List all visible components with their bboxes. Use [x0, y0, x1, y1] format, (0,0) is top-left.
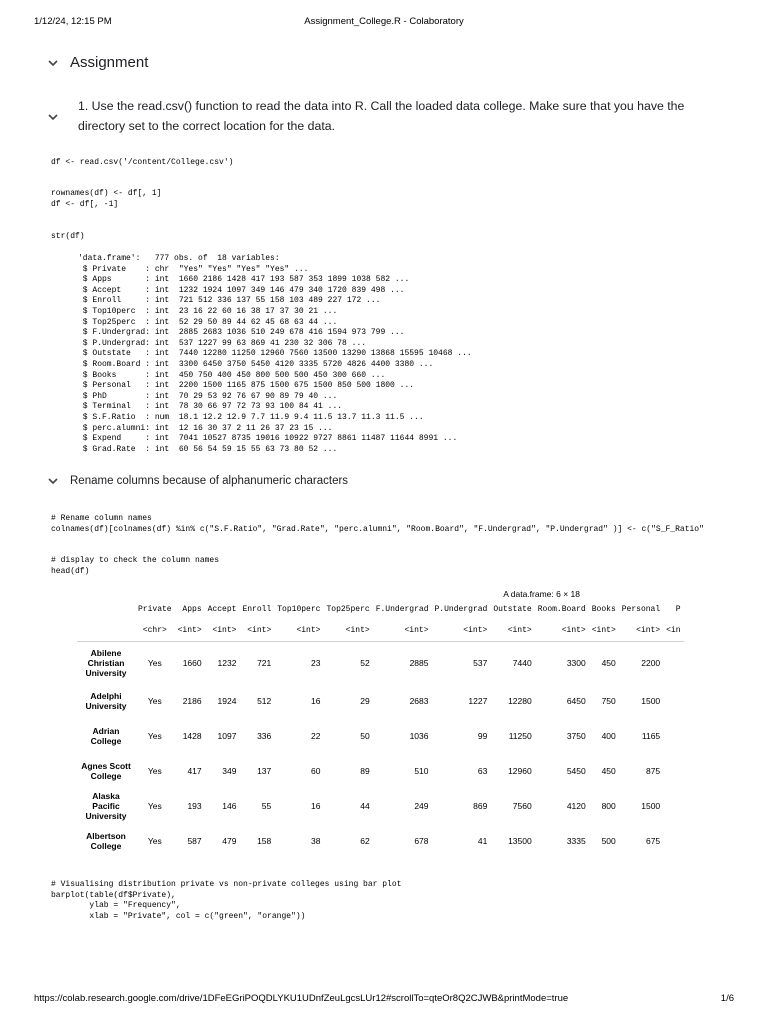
- table-cell: 336: [257, 731, 272, 741]
- table-cell: 750: [601, 696, 616, 706]
- table-cell: 3300: [566, 657, 586, 668]
- print-header: [34, 16, 734, 30]
- table-body: [77, 642, 684, 859]
- print-datetime: 1/12/24, 12:15 PM: [34, 16, 112, 27]
- row-name: Adelphi University: [85, 691, 127, 711]
- chevron-down-icon[interactable]: [46, 474, 60, 488]
- table-cell: 1227: [468, 696, 488, 706]
- section-header-rename[interactable]: [46, 474, 348, 488]
- table-cell: 400: [601, 731, 616, 741]
- column-header: F.Undergrad: [375, 605, 429, 614]
- table-cell: [663, 789, 683, 824]
- table-cell: 875: [645, 766, 661, 776]
- print-url: https://colab.research.google.com/drive/1DFeEGriPOQDLYKU1UDnfZeuLgcsLUr12#scrollTo=qteOr8Q2CJWB&printMode=true: [34, 993, 569, 1004]
- table-cell: 512: [257, 696, 272, 706]
- table-cell: 146: [222, 801, 237, 811]
- row-name: Agnes Scott College: [81, 761, 131, 781]
- data-frame-table: [77, 600, 684, 859]
- table-cell: 869: [473, 801, 488, 811]
- table-cell: 249: [414, 801, 429, 811]
- column-type: <int>: [175, 619, 205, 642]
- table-cell: 41: [477, 836, 488, 846]
- code-cell-rownames[interactable]: rownames(df) <- df[, 1] df <- df[, -1]: [51, 189, 162, 209]
- column-header: Apps: [182, 605, 202, 614]
- table-cell: 12280: [508, 696, 532, 706]
- table-cell: 1660: [182, 657, 202, 668]
- column-header: Private: [138, 605, 172, 614]
- column-header: Accept: [207, 605, 237, 614]
- print-doc-title: Assignment_College.R - Colaboratory: [304, 16, 464, 27]
- markdown-text: 1. Use the read.csv() function to read the data into R. Call the loaded data college. Make sure that you have the directory set to the correct location for the data.: [78, 99, 685, 133]
- table-cell: 450: [601, 766, 616, 776]
- table-cell: 479: [222, 836, 237, 846]
- column-type: <int>: [432, 619, 491, 642]
- table-cell: 2683: [409, 696, 429, 706]
- code-cell-read-csv[interactable]: df <- read.csv('/content/College.csv'): [51, 158, 234, 167]
- column-header: Enroll: [242, 605, 272, 614]
- table-cell: 16: [311, 801, 321, 811]
- table-cell: 16: [311, 696, 321, 706]
- column-header: Room.Board: [537, 605, 586, 614]
- column-header: Top10perc: [277, 605, 321, 614]
- table-cell: 99: [477, 731, 488, 741]
- table-cell: 3750: [566, 731, 586, 741]
- table-row: [77, 789, 684, 824]
- table-cell: 3335: [566, 836, 586, 846]
- table-cell: 63: [477, 766, 488, 776]
- table-cell: 62: [360, 836, 370, 846]
- table-cell: Yes: [147, 731, 162, 741]
- chevron-down-icon[interactable]: [46, 56, 60, 70]
- code-cell-head[interactable]: # display to check the column names head(df): [51, 556, 220, 576]
- table-row: [77, 684, 684, 719]
- table-cell: 4120: [566, 801, 586, 811]
- table-cell: 89: [360, 766, 370, 776]
- table-cell: 7560: [512, 801, 532, 811]
- column-type: <chr>: [135, 619, 175, 642]
- row-name: Alaska Pacific University: [85, 791, 127, 821]
- table-cell: 1500: [641, 696, 661, 706]
- table-cell: 2200: [641, 657, 661, 668]
- table-header-row: [77, 600, 684, 619]
- column-type: <in: [663, 619, 683, 642]
- table-cell: 349: [222, 766, 237, 776]
- table-cell: [663, 642, 683, 684]
- row-name: Albertson College: [86, 831, 126, 851]
- table-cell: [663, 754, 683, 789]
- table-cell: 800: [601, 801, 616, 811]
- page-number: 1/6: [720, 993, 734, 1004]
- table-cell: 417: [187, 766, 202, 776]
- table-cell: [663, 684, 683, 719]
- column-type: <int>: [274, 619, 323, 642]
- column-type: <int>: [323, 619, 372, 642]
- code-cell-barplot[interactable]: # Visualising distribution private vs non-private colleges using bar plot barplot(table(df$Private), ylab = "Frequency", xlab = "Private", col = c("green", "orange")): [51, 880, 402, 921]
- table-cell: 587: [187, 836, 202, 846]
- chevron-down-icon[interactable]: [46, 110, 60, 124]
- table-cell: 1036: [409, 731, 429, 741]
- table-cell: 50: [360, 731, 370, 741]
- table-row: [77, 824, 684, 859]
- section-header-assignment[interactable]: [46, 54, 148, 71]
- table-cell: 11250: [508, 731, 532, 741]
- row-name: Adrian College: [90, 726, 122, 746]
- table-cell: 5450: [566, 766, 586, 776]
- table-cell: 1428: [182, 731, 202, 741]
- code-cell-str[interactable]: str(df): [51, 232, 85, 241]
- table-type-row: [77, 619, 684, 642]
- column-header: Outstate: [493, 605, 532, 614]
- column-type: <int>: [490, 619, 534, 642]
- table-cell: 678: [414, 836, 429, 846]
- table-cell: 2885: [409, 657, 429, 668]
- column-type: <int>: [619, 619, 663, 642]
- table-cell: 675: [645, 836, 661, 846]
- table-row: [77, 754, 684, 789]
- column-header: P: [675, 605, 681, 614]
- table-cell: [663, 719, 683, 754]
- section-title: Rename columns because of alphanumeric characters: [70, 475, 349, 487]
- column-header: Top25perc: [326, 605, 370, 614]
- table-cell: 12960: [508, 766, 532, 776]
- table-cell: 137: [257, 766, 272, 776]
- table-cell: 537: [473, 657, 488, 668]
- table-cell: 721: [257, 657, 272, 668]
- markdown-cell: [46, 96, 736, 136]
- table-cell: 55: [261, 801, 272, 811]
- table-cell: 510: [414, 766, 429, 776]
- str-output: 'data.frame': 777 obs. of 18 variables: $ Private : chr "Yes" "Yes" "Yes" "Yes" ... $ Apps : int 1660 2186 1428 417 193 587 353 1899 1038 582 ... $ Accept : int 1232 1924 1097 349 146 479 340 1720 839 498 ... $ Enroll : int 721 512 336 137 55 158 103 489 227 172 ... $ Top10perc : int 23 16 22 60 16 38 17 37 30 21 ... $ Top25perc : int 52 29 50 89 44 62 45 68 63 44 ... $ F.Undergrad: int 2885 2683 1036 510 249 678 416 1594 973 799 ... $ P.Undergrad: int 537 1227 99 63 869 41 230 32 306 78 ... $ Outstate : int 7440 12280 11250 12960 7560 13500 13290 13868 15595 10468 ... $ Room.Board : int 3300 6450 3750 5450 4120 3335 5720 4826 4400 3380 ... $ Books : int 450 750 400 450 800 500 500 450 300 660 ... $ Personal : int 2200 1500 1165 875 1500 675 1500 850 500 1800 ... $ PhD : int 70 29 53 92 76 67 90 89 79 40 ... $ Terminal : int 78 30 66 97 72 73 93 100 84 41 ... $ S.F.Ratio : num 18.1 12.2 12.9 7.7 11.9 9.4 11.5 13.7 11.3 11.5 ... $ perc.alumni: int 12 16 30 37 2 11 26 37 23 15 ... $ Expend : int 7041 10527 8735 19016 10922 9727 8861 11487 11644 8991 ... $ Grad.Rate : int 60 56 54 59 15 55 63 73 80 52 ...: [78, 254, 472, 454]
- table-cell: 1500: [641, 801, 661, 811]
- table-cell: 29: [360, 696, 370, 706]
- table-cell: Yes: [147, 657, 162, 668]
- table-caption: A data.frame: 6 × 18: [503, 589, 580, 599]
- column-type: <int>: [239, 619, 274, 642]
- column-type: <int>: [205, 619, 240, 642]
- column-header: Books: [591, 605, 616, 614]
- table-cell: Yes: [147, 766, 162, 776]
- table-cell: 2186: [182, 696, 202, 706]
- table-cell: 13500: [508, 836, 532, 846]
- table-cell: 1924: [217, 696, 237, 706]
- table-cell: 6450: [566, 696, 586, 706]
- table-cell: 23: [311, 657, 321, 668]
- table-cell: 1232: [217, 657, 237, 668]
- table-cell: 158: [257, 836, 272, 846]
- table-cell: 193: [187, 801, 202, 811]
- table-row: [77, 719, 684, 754]
- table-cell: 450: [601, 657, 616, 668]
- section-title: Assignment: [70, 54, 149, 71]
- table-cell: 44: [360, 801, 370, 811]
- table-cell: [663, 824, 683, 859]
- code-cell-rename[interactable]: # Rename column names colnames(df)[colnames(df) %in% c("S.F.Ratio", "Grad.Rate", "perc.alumni", "Room.Board", "F.Undergrad", "P.Undergrad" )] <- c("S_F_Ratio": [51, 514, 704, 534]
- table-cell: 500: [601, 836, 616, 846]
- table-cell: 52: [360, 657, 370, 668]
- table-cell: 60: [311, 766, 321, 776]
- print-footer: [34, 993, 734, 1007]
- column-header: P.Undergrad: [434, 605, 488, 614]
- row-name: Abilene Christian University: [85, 647, 127, 678]
- table-cell: 1165: [641, 731, 661, 741]
- table-cell: Yes: [147, 696, 162, 706]
- table-cell: 22: [311, 731, 321, 741]
- table-cell: 1097: [217, 731, 237, 741]
- table-row: [77, 642, 684, 684]
- column-type: <int>: [535, 619, 589, 642]
- column-type: <int>: [373, 619, 432, 642]
- column-header: Personal: [621, 605, 661, 614]
- table-cell: 7440: [512, 657, 532, 668]
- table-cell: Yes: [147, 801, 162, 811]
- table-cell: 38: [311, 836, 321, 846]
- table-cell: Yes: [147, 836, 162, 846]
- column-type: <int>: [589, 619, 619, 642]
